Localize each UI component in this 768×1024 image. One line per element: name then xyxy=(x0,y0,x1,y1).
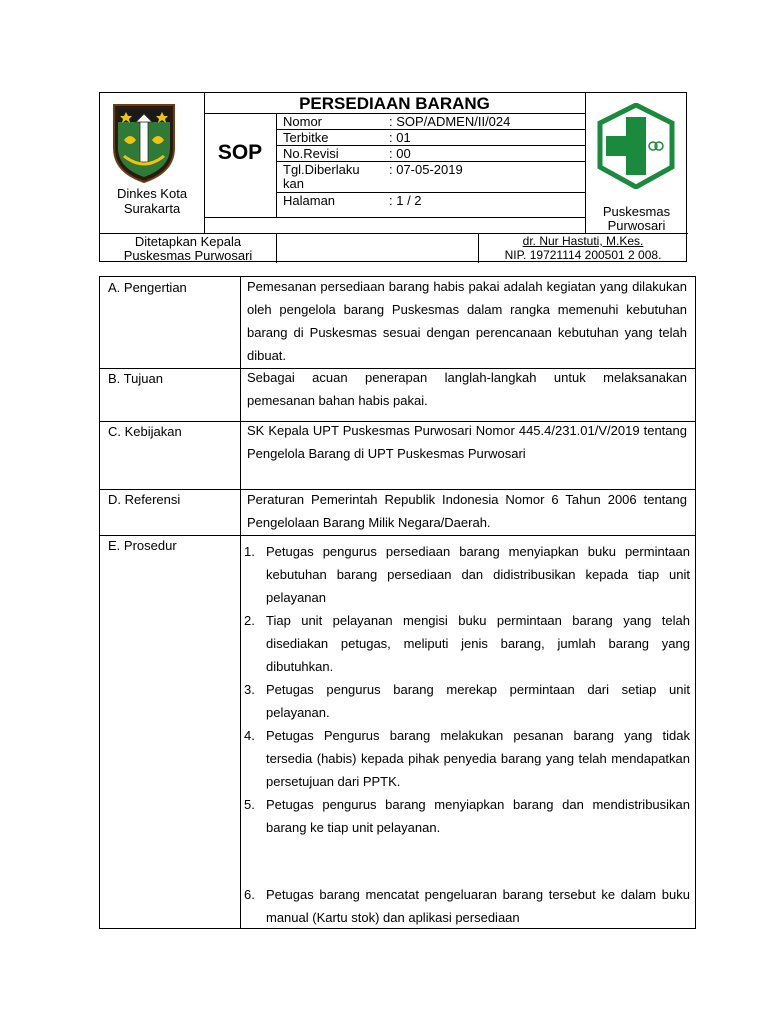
procedure-step xyxy=(244,724,690,793)
step-number: 4. xyxy=(244,728,255,743)
procedure-step xyxy=(244,883,690,929)
step-text: Tiap unit pelayanan mengisi buku permintaan barang yang telah disediakan petugas, meliputi jenis barang, jumlah barang yang dibutuhkan. xyxy=(266,613,690,674)
step-number: 3. xyxy=(244,682,255,697)
section-label-kebijakan: C. Kebijakan xyxy=(108,424,182,439)
procedure-step xyxy=(244,609,690,678)
dinkes-emblem-icon xyxy=(110,102,178,184)
logo-right-caption-2: Purwosari xyxy=(607,218,666,233)
sop-label: SOP xyxy=(217,141,263,164)
logo-left-caption-1: Dinkes Kota xyxy=(116,186,188,201)
section-label-tujuan: B. Tujuan xyxy=(108,371,163,386)
signer-nip: NIP. 19721114 200501 2 008. xyxy=(504,248,662,262)
sop-body-table xyxy=(99,276,696,929)
meta-key-tgl-cont: kan xyxy=(283,176,304,191)
section-content-pengertian xyxy=(247,275,687,367)
step-text: Petugas Pengurus barang melakukan pesanan barang yang tidak tersedia (habis) kepada pihak penyedia barang yang telah mendapatkan persetujuan dari PPTK. xyxy=(266,728,690,789)
meta-value-halaman: : 1 / 2 xyxy=(389,193,422,208)
step-text: Petugas pengurus persediaan barang menyiapkan buku permintaan kebutuhan barang persediaan dan didistribusikan kepada tiap unit pelayanan xyxy=(266,544,690,605)
step-text: Petugas pengurus barang menyiapkan barang dan mendistribusikan barang ke tiap unit pelayanan. xyxy=(266,797,690,835)
logo-right-caption-1: Puskesmas xyxy=(602,204,671,219)
meta-key-terbitke: Terbitke xyxy=(283,130,329,145)
section-content-prosedur xyxy=(244,540,690,929)
section-content-referensi xyxy=(247,488,687,534)
tujuan-text: Sebagai acuan penerapan langlah-langkah untuk melaksanakan pemesanan bahan habis pakai. xyxy=(247,370,687,408)
ditetapkan-line-2: Puskesmas Purwosari xyxy=(123,248,253,263)
meta-value-revisi: : 00 xyxy=(389,146,411,161)
procedure-step xyxy=(244,540,690,609)
meta-key-nomor: Nomor xyxy=(283,114,323,129)
divider xyxy=(100,535,695,536)
logo-left-caption-2: Surakarta xyxy=(123,201,181,216)
signer-name: dr. Nur Hastuti, M.Kes. xyxy=(522,234,644,248)
section-label-prosedur: E. Prosedur xyxy=(108,538,177,553)
procedure-list xyxy=(244,540,690,929)
step-number: 1. xyxy=(244,544,255,559)
step-number: 5. xyxy=(244,797,255,812)
ditetapkan-line-1: Ditetapkan Kepala xyxy=(134,234,242,249)
meta-value-terbitke: : 01 xyxy=(389,130,411,145)
meta-key-tgl: Tgl.Diberlaku xyxy=(283,162,360,177)
section-label-pengertian: A. Pengertian xyxy=(108,280,187,295)
section-label-referensi: D. Referensi xyxy=(108,492,181,507)
sop-header xyxy=(99,92,687,262)
divider xyxy=(240,277,241,928)
step-number: 2. xyxy=(244,613,255,628)
section-content-tujuan xyxy=(247,366,687,412)
step-text: Petugas barang mencatat pengeluaran barang tersebut ke dalam buku manual (Kartu stok) dan aplikasi persediaan xyxy=(266,887,690,925)
puskesmas-logo-icon xyxy=(594,103,678,189)
divider xyxy=(204,217,585,218)
divider xyxy=(276,233,277,263)
meta-value-tgl: : 07-05-2019 xyxy=(389,162,463,177)
step-number: 6. xyxy=(244,887,255,902)
meta-key-halaman: Halaman xyxy=(283,193,336,208)
referensi-text: Peraturan Pemerintah Republik Indonesia Nomor 6 Tahun 2006 tentang Pengelolaan Barang Milik Negara/Daerah. xyxy=(247,492,687,530)
procedure-step xyxy=(244,678,690,724)
step-text: Petugas pengurus barang merekap permintaan dari setiap unit pelayanan. xyxy=(266,682,690,720)
meta-key-revisi: No.Revisi xyxy=(283,146,339,161)
section-content-kebijakan xyxy=(247,419,687,465)
page-title: PERSEDIAAN BARANG xyxy=(299,94,490,113)
procedure-step xyxy=(244,793,690,839)
meta-value-nomor: : SOP/ADMEN/II/024 xyxy=(389,114,511,129)
pengertian-text: Pemesanan persediaan barang habis pakai adalah kegiatan yang dilakukan oleh pengelola barang Puskesmas dalam rangka memenuhi kebutuhan barang di Puskesmas sesuai dengan perencanaan kebutuhan yang telah dibuat. xyxy=(247,279,687,363)
kebijakan-text: SK Kepala UPT Puskesmas Purwosari Nomor 445.4/231.01/V/2019 tentang Pengelola Barang di UPT Puskesmas Purwosari xyxy=(247,423,687,461)
